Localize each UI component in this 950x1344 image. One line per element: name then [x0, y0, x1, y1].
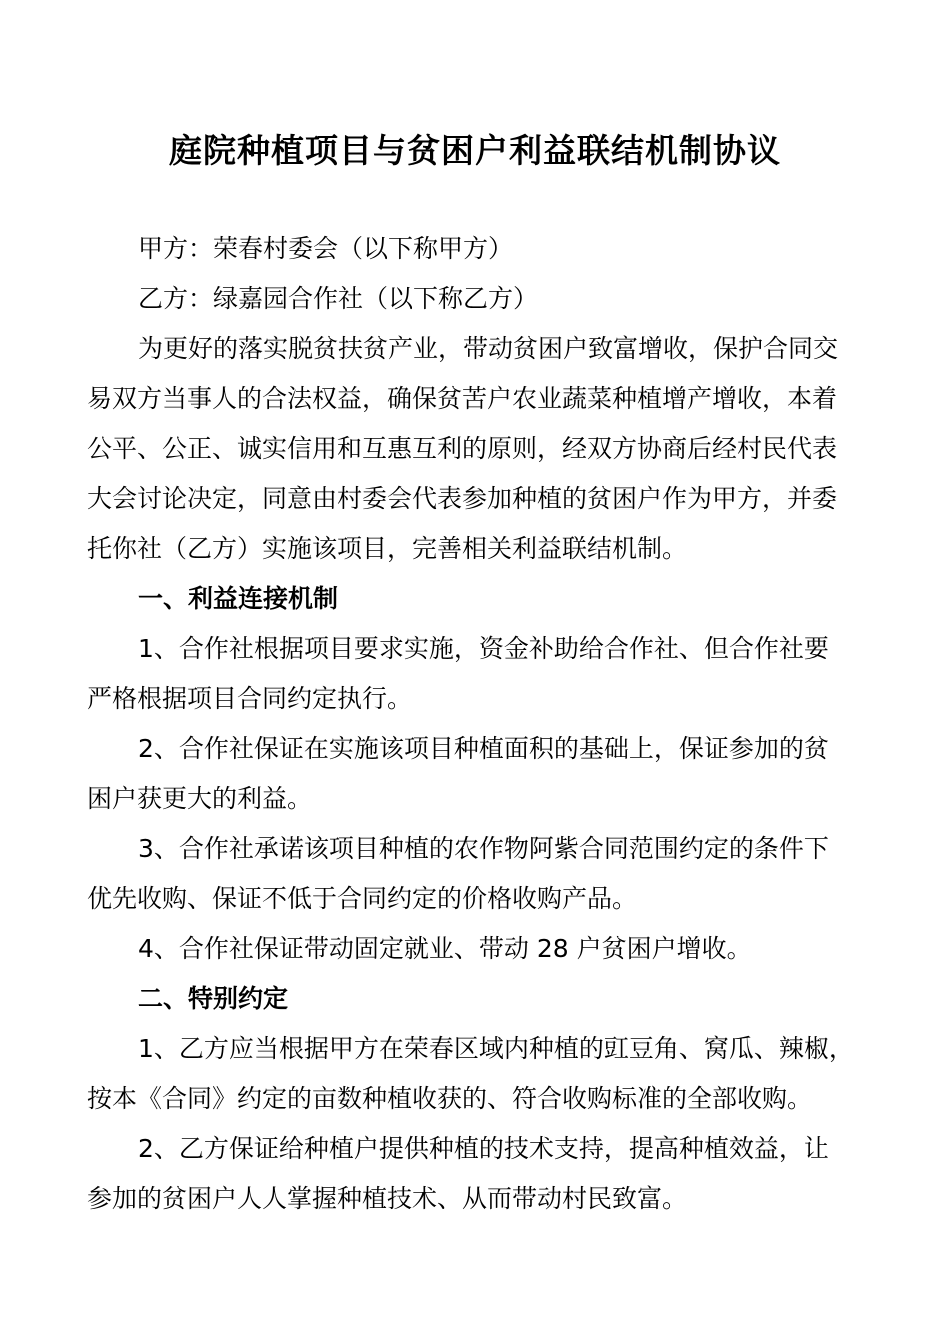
- clause-line: 2、乙方保证给种植户提供种植的技术支持，提高种植效益，让: [138, 1134, 829, 1163]
- clause-1-4: [87, 924, 857, 974]
- clause-line: 4、合作社保证带动固定就业、带动 28 户贫困户增收。: [138, 934, 752, 963]
- clause-line: 困户获更大的利益。: [87, 784, 313, 813]
- intro-line: 易双方当事人的合法权益，确保贫苦户农业蔬菜种植增产增收，本着: [87, 384, 838, 413]
- intro-line: 为更好的落实脱贫扶贫产业，带动贫困户致富增收，保护合同交: [138, 334, 839, 363]
- clause-line: 2、合作社保证在实施该项目种植面积的基础上，保证参加的贫: [138, 734, 829, 763]
- clause-2-2: [87, 1124, 857, 1224]
- clause-1-2: [87, 724, 857, 824]
- party-b-line: 乙方：绿嘉园合作社（以下称乙方）: [138, 284, 539, 313]
- clause-line: 1、合作社根据项目要求实施，资金补助给合作社、但合作社要: [138, 634, 829, 663]
- clause-line: 按本《合同》约定的亩数种植收获的、符合收购标准的全部收购。: [87, 1084, 813, 1113]
- section-heading-special-terms: 二、特别约定: [138, 984, 289, 1013]
- clause-1-1: [87, 624, 857, 724]
- intro-line: 大会讨论决定，同意由村委会代表参加种植的贫困户作为甲方，并委: [87, 484, 838, 513]
- document-title: 庭院种植项目与贫困户利益联结机制协议: [169, 131, 781, 170]
- clause-2-1: [87, 1024, 857, 1124]
- clause-1-3: [87, 824, 857, 924]
- document-body: [87, 224, 857, 1224]
- clause-line: 优先收购、保证不低于合同约定的价格收购产品。: [87, 884, 638, 913]
- clause-line: 3、合作社承诺该项目种植的农作物阿紫合同范围约定的条件下: [138, 834, 829, 863]
- clause-line: 参加的贫困户人人掌握种植技术、从而带动村民致富。: [87, 1184, 688, 1213]
- party-a-line: 甲方：荣春村委会（以下称甲方）: [138, 234, 514, 263]
- clause-line: 严格根据项目合同约定执行。: [87, 684, 413, 713]
- intro-line: 托你社（乙方）实施该项目，完善相关利益联结机制。: [87, 534, 688, 563]
- clause-line: 1、乙方应当根据甲方在荣春区域内种植的豇豆角、窝瓜、辣椒，: [138, 1034, 854, 1063]
- intro-line: 公平、公正、诚实信用和互惠互利的原则，经双方协商后经村民代表: [87, 434, 838, 463]
- intro-paragraph: [87, 324, 857, 574]
- section-heading-benefit-mechanism: 一、利益连接机制: [138, 584, 339, 613]
